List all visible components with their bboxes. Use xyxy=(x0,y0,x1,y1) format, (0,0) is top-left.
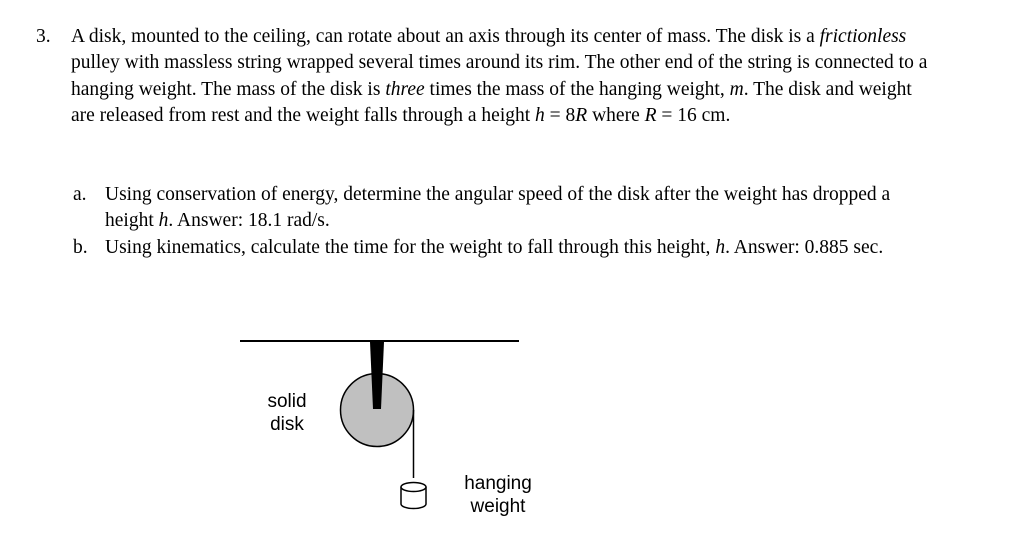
hanging-weight-label: hanging weight xyxy=(464,473,532,517)
part-a-label: a. xyxy=(73,184,87,205)
part-a-text: Using conservation of energy, determine the angular speed of the disk after the weight has dropped a height h. Answer: 18.1 rad/s. xyxy=(105,184,891,232)
problem-text: A disk, mounted to the ceiling, can rotate about an axis through its center of mass. The disk is a frictionless pulley with massless string wrapped several times around its rim. The other end of the string is connected to a hanging weight. The mass of the disk is three times the mass of the hanging weight, m. The disk and weight are released from rest and the weight falls through a height h = 8R where R = 16 cm. xyxy=(71,26,928,126)
solid-disk-label: solid disk xyxy=(267,391,307,435)
part-b-text: Using kinematics, calculate the time for the weight to fall through this height, h. Answer: 0.885 sec. xyxy=(105,236,884,258)
hanging-weight-shape xyxy=(401,483,426,509)
part-b-label: b. xyxy=(73,236,88,258)
problem-number: 3. xyxy=(36,26,51,47)
